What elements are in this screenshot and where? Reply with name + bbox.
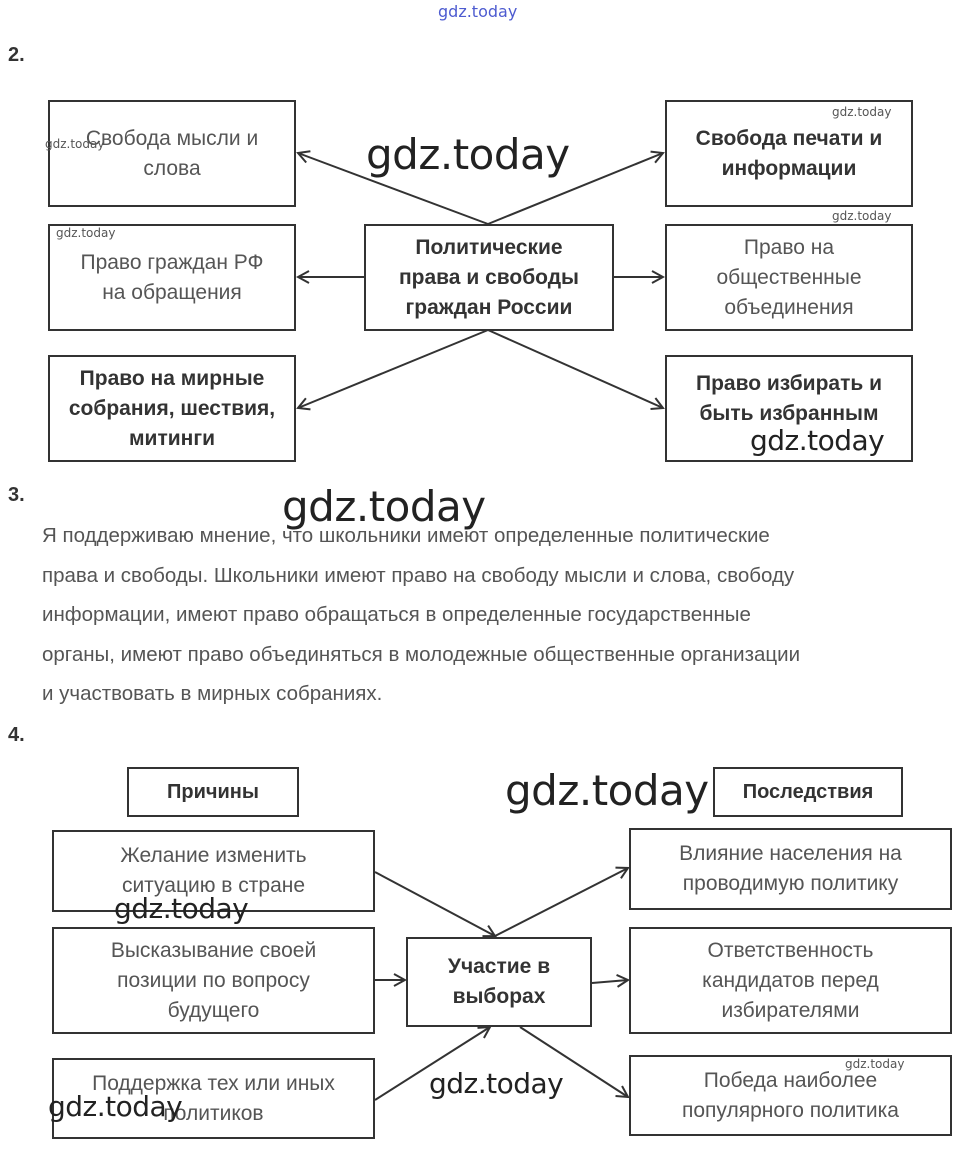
watermark: gdz.today	[832, 209, 892, 223]
watermark: gdz.today	[832, 105, 892, 119]
watermark: gdz.today	[845, 1057, 905, 1071]
cause-2	[52, 927, 375, 1034]
paragraph-line: органы, имеют право объединяться в молодежные общественные организации	[42, 642, 801, 666]
effect-2	[629, 927, 952, 1034]
watermark-top: gdz.today	[438, 2, 518, 21]
cause-label: Желание изменить ситуацию в стране	[120, 844, 307, 897]
effect-label: Победа наиболее популярного политика	[681, 1068, 899, 1122]
watermark: gdz.today	[282, 482, 486, 531]
watermark: gdz.today	[366, 130, 570, 179]
box-freedom-thought	[48, 100, 296, 207]
watermark: gdz.today	[750, 424, 885, 457]
task-3-number: 3.	[8, 484, 25, 506]
paragraph-line: и участвовать в мирных собраниях.	[42, 682, 383, 705]
center-label: Политические права и свободы граждан России	[398, 235, 579, 319]
task-4-number: 4.	[8, 724, 25, 746]
center-elections-participation	[406, 937, 592, 1027]
causes-header	[127, 767, 299, 817]
box-label: Свобода печати и информации	[695, 126, 883, 180]
box-label: Свобода мысли и слова	[85, 126, 259, 180]
effects-header	[713, 767, 903, 817]
arrow-to-assemblies	[298, 330, 488, 408]
watermark: gdz.today	[45, 137, 105, 151]
box-appeals	[48, 224, 296, 331]
center-political-rights	[364, 224, 614, 331]
arrow-to-effect-1	[495, 868, 628, 936]
header-label: Последствия	[742, 781, 874, 803]
box-label: Право на общественные объединения	[716, 235, 862, 319]
arrow-to-effect-2	[592, 980, 628, 983]
effect-label: Влияние населения на проводимую политику	[679, 842, 902, 895]
task-3-paragraph	[42, 516, 922, 714]
cause-label: Поддержка тех или иных политиков	[92, 1071, 335, 1125]
arrow-to-elections	[488, 330, 663, 408]
effect-1	[629, 828, 952, 910]
paragraph-line: информации, имеют право обращаться в определенные государственные	[42, 603, 751, 626]
header-label: Причины	[167, 781, 259, 803]
watermark: gdz.today	[429, 1067, 564, 1100]
paragraph-line: права и свободы. Школьники имеют право на свободу мысли и слова, свободу	[42, 563, 795, 587]
box-associations	[665, 224, 913, 331]
watermark: gdz.today	[56, 226, 116, 240]
box-assemblies	[48, 355, 296, 462]
task-2-number: 2.	[8, 44, 25, 66]
cause-label: Высказывание своей позиции по вопросу будущего	[110, 938, 317, 1022]
box-label: Право граждан РФ на обращения	[80, 250, 264, 304]
watermark: gdz.today	[505, 766, 709, 815]
effect-label: Ответственность кандидатов перед избирателями	[702, 938, 879, 1022]
watermark: gdz.today	[48, 1090, 183, 1123]
center-label: Участие в выборах	[447, 955, 551, 1008]
box-label: Право избирать и быть избранным	[695, 372, 883, 425]
box-label: Право на мирные собрания, шествия, митинги	[68, 366, 276, 450]
paragraph-line: Я поддерживаю мнение, что школьники имеют определенные политические	[42, 524, 770, 547]
arrow-from-cause-1	[375, 872, 495, 936]
watermark: gdz.today	[114, 892, 249, 925]
